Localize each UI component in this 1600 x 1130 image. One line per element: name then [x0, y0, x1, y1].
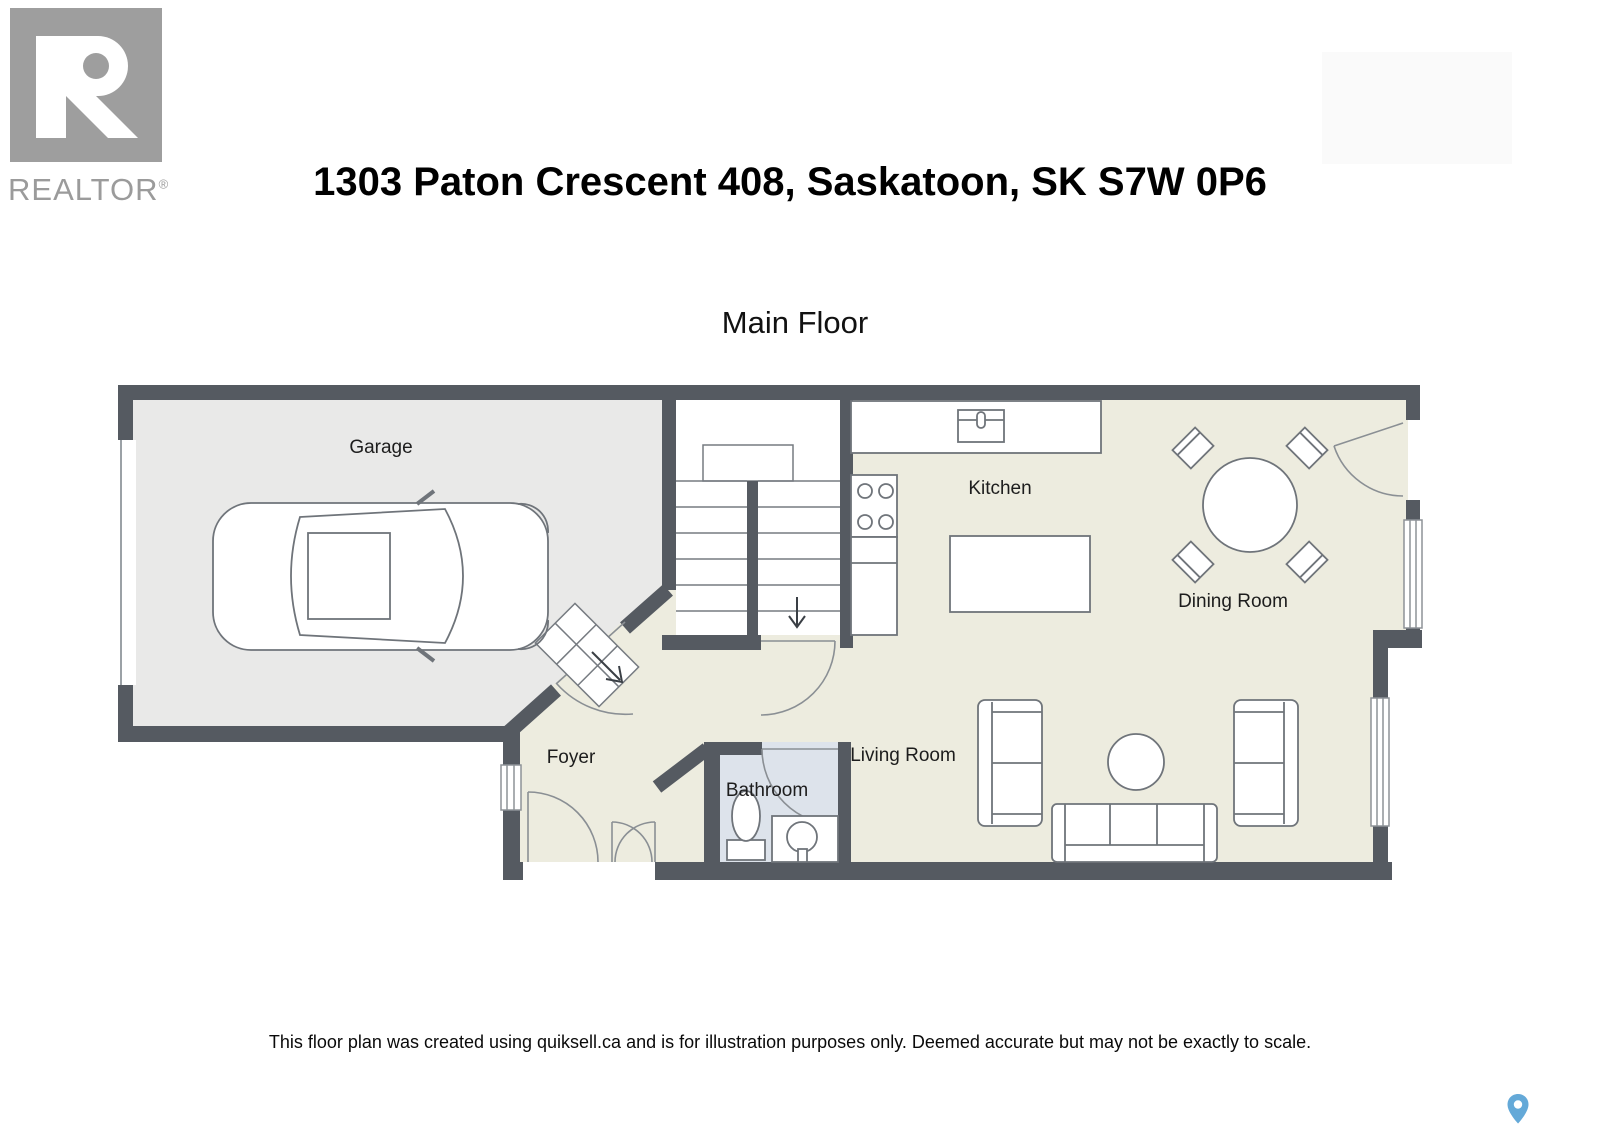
room-label-dining: Dining Room: [1178, 591, 1288, 612]
wall-garage-bottom: [118, 726, 515, 742]
kitchen-counter-top: [851, 401, 1101, 453]
disclaimer-text: This floor plan was created using quiksell.ca and is for illustration purposes only. Deemed accurate but may not be exactly to scale.: [268, 1032, 1312, 1052]
bathroom-sink-icon: [772, 816, 838, 862]
wall-bathroom-right: [838, 742, 851, 862]
window-living-right: [1371, 698, 1389, 826]
window-foyer-left: [501, 765, 521, 810]
wall-stair-bottom: [662, 635, 761, 650]
room-label-kitchen: Kitchen: [968, 478, 1032, 499]
room-label-foyer: Foyer: [546, 747, 596, 768]
room-label-garage: Garage: [349, 437, 413, 458]
garage-car: [213, 491, 548, 661]
logo-text: REALTOR: [8, 172, 159, 207]
loveseat-right: [1234, 700, 1298, 826]
wall-bathroom-top: [720, 742, 762, 755]
sofa: [1052, 804, 1217, 862]
kitchen-stove-icon: [851, 475, 897, 537]
wall-right-upper-c: [1406, 628, 1420, 648]
wall-bottom-b: [655, 862, 1392, 880]
wall-stair-left: [662, 400, 676, 590]
page-title: 1303 Paton Crescent 408, Saskatoon, SK S7W 0P6: [313, 160, 1267, 204]
wall-left-upper: [118, 385, 133, 440]
wall-bathroom-left: [704, 742, 720, 862]
stair-divider-wall: [747, 481, 758, 635]
wall-bottom-a: [503, 862, 523, 880]
room-label-bathroom: Bathroom: [725, 780, 809, 801]
wall-right-lower-b: [1373, 826, 1388, 880]
kitchen-island: [950, 536, 1090, 612]
window-dining-right: [1404, 520, 1422, 628]
garage-door-opening: [111, 440, 136, 685]
registered-mark: ®: [158, 176, 170, 192]
garage-door-gap: [111, 440, 136, 685]
stair-landing: [703, 445, 793, 481]
wall-right-upper-b: [1406, 500, 1420, 520]
dining-table: [1203, 458, 1297, 552]
location-pin-icon: [1502, 1090, 1534, 1126]
loveseat-left: [978, 700, 1042, 826]
wall-right-upper-a: [1406, 385, 1420, 420]
room-label-living: Living Room: [850, 745, 956, 766]
kitchen-counter-side: [851, 537, 897, 635]
coffee-table: [1108, 734, 1164, 790]
kitchen-sink-icon: [958, 410, 1004, 442]
floor-label: Main Floor: [721, 305, 869, 340]
wall-top: [118, 385, 1420, 400]
wall-foyer-left-a: [503, 726, 520, 765]
